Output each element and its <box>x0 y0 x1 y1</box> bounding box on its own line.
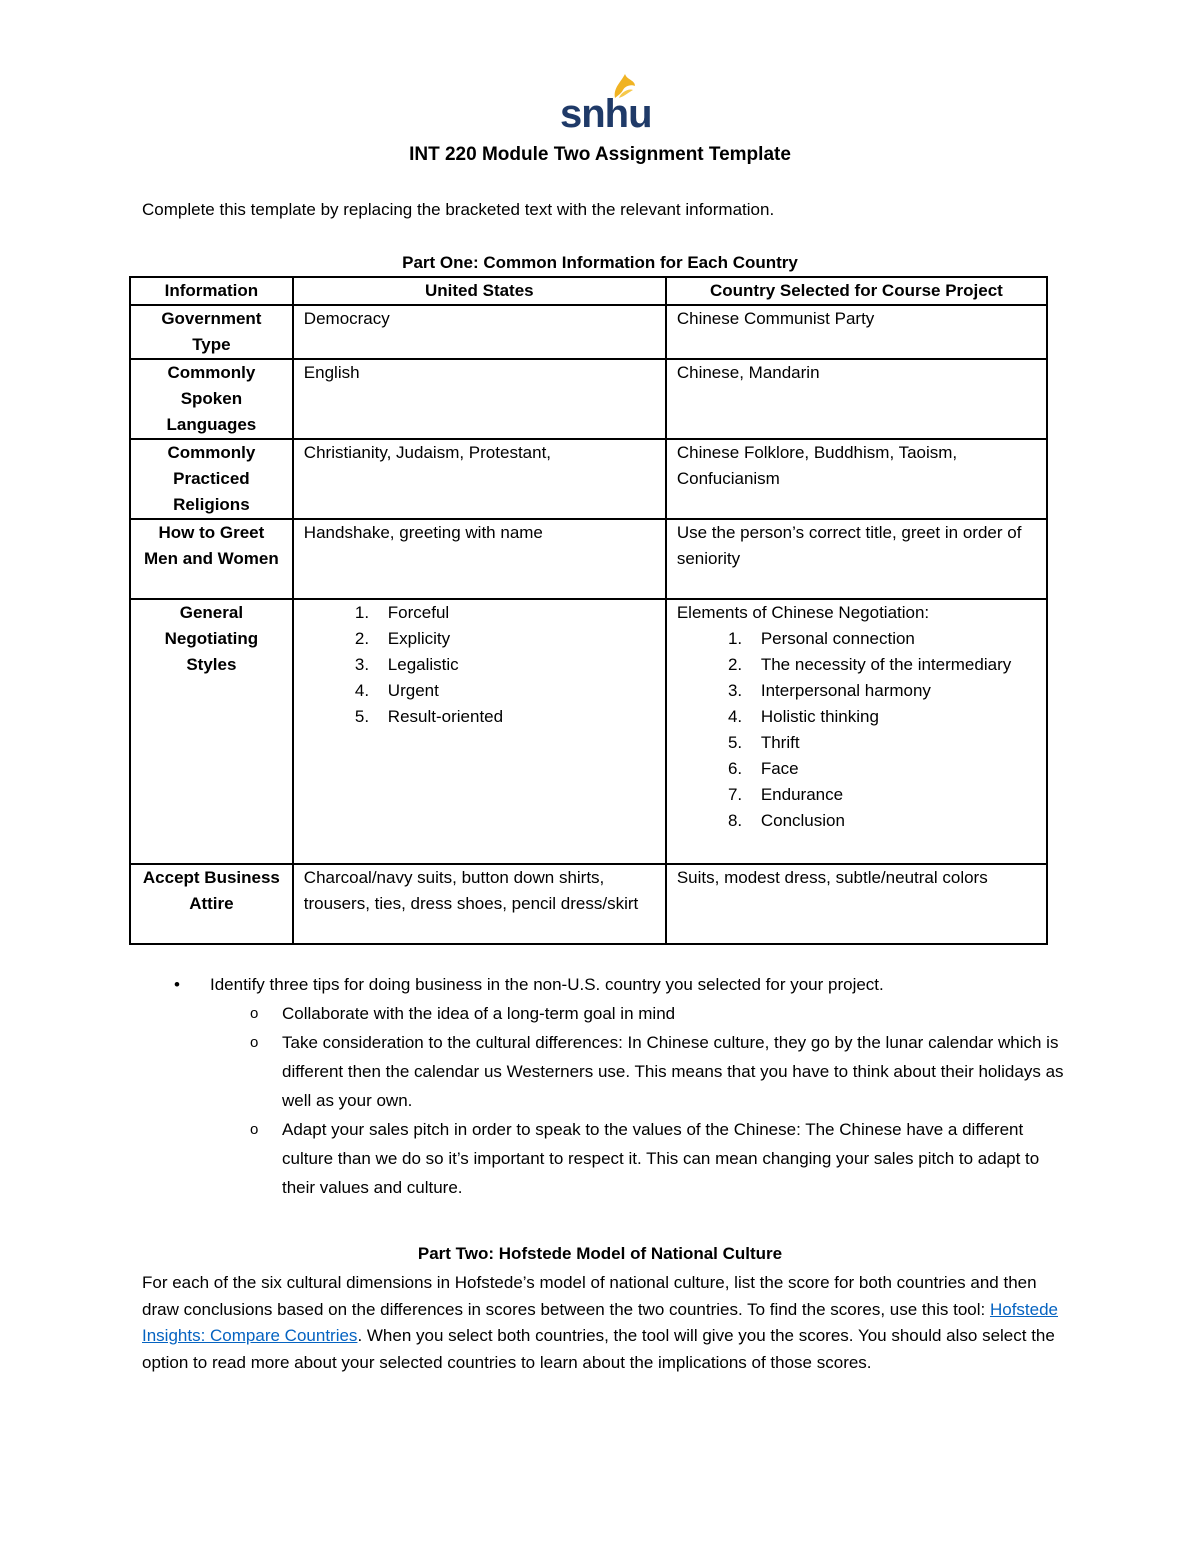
table-row <box>130 305 1047 359</box>
row-label: Commonly Spoken Languages <box>130 359 293 439</box>
header-selected-country: Country Selected for Course Project <box>666 277 1047 305</box>
table-row <box>130 439 1047 519</box>
sub-bullet-icon: o <box>250 1121 259 1138</box>
list-item: 6. Face <box>747 756 1036 782</box>
country-cell: Use the person’s correct title, greet in order of seniority <box>666 519 1047 599</box>
us-cell: Handshake, greeting with name <box>293 519 666 599</box>
list-item: 3. Legalistic <box>374 652 655 678</box>
us-negotiation-list <box>304 600 655 730</box>
part-two-text-start: For each of the six cultural dimensions in Hofstede’s model of national culture, list the score for both countries and then draw conclusions based on the differences in scores between the two countries. To find the scores, use this tool: <box>142 1273 1037 1319</box>
intro-text: Complete this template by replacing the bracketed text with the relevant information. <box>142 200 775 219</box>
list-item: 1. Personal connection <box>747 626 1036 652</box>
part-one-heading: Part One: Common Information for Each Country <box>402 253 798 272</box>
list-item <box>250 999 1070 1028</box>
part-two-text-end: . When you select both countries, the tool will give you the scores. You should also select the option to read more about your selected countries to learn about the implications of those scores. <box>142 1326 1055 1372</box>
list-item: 8. Conclusion <box>747 808 1036 834</box>
tips-prompt-row <box>170 970 1070 999</box>
list-item: 2. The necessity of the intermediary <box>747 652 1036 678</box>
row-label: Government Type <box>130 305 293 359</box>
list-item: 3. Interpersonal harmony <box>747 678 1036 704</box>
header-information: Information <box>130 277 293 305</box>
country-negotiation-intro: Elements of Chinese Negotiation: <box>676 603 930 622</box>
list-item: 4. Urgent <box>374 678 655 704</box>
tips-list <box>170 999 1070 1202</box>
us-cell <box>293 599 666 864</box>
snhu-logo <box>555 74 652 136</box>
table-row <box>130 599 1047 864</box>
table-row <box>130 359 1047 439</box>
table-header-row <box>130 277 1047 305</box>
table-row <box>130 864 1047 944</box>
list-item: 4. Holistic thinking <box>747 704 1036 730</box>
us-cell: English <box>293 359 666 439</box>
hofstede-compare-link[interactable]: Hofstede Insights: Compare Countries <box>142 1299 1059 1345</box>
tip-text: Take consideration to the cultural differences: In Chinese culture, they go by the lunar calendar which is different then the calendar us Westerners use. This means that you have to think about their holidays as well as your own. <box>282 1033 1064 1110</box>
tip-text: Collaborate with the idea of a long-term goal in mind <box>282 1004 676 1023</box>
logo-text: snhu <box>560 92 652 136</box>
country-cell: Suits, modest dress, subtle/neutral colors <box>666 864 1047 944</box>
us-cell: Christianity, Judaism, Protestant, <box>293 439 666 519</box>
row-label: Accept Business Attire <box>130 864 293 944</box>
us-cell: Charcoal/navy suits, button down shirts, trousers, ties, dress shoes, pencil dress/skirt <box>293 864 666 944</box>
tips-prompt: Identify three tips for doing business in the non-U.S. country you selected for your project. <box>210 975 884 994</box>
bullet-icon: • <box>174 975 180 994</box>
list-item: 7. Endurance <box>747 782 1036 808</box>
document-title: INT 220 Module Two Assignment Template <box>409 144 791 165</box>
part-two-paragraph <box>142 1270 1062 1376</box>
country-cell: Chinese, Mandarin <box>666 359 1047 439</box>
header-united-states: United States <box>293 277 666 305</box>
country-negotiation-list <box>677 626 1036 834</box>
country-cell: Chinese Communist Party <box>666 305 1047 359</box>
list-item: 5. Result-oriented <box>374 704 655 730</box>
list-item: 5. Thrift <box>747 730 1036 756</box>
country-cell <box>666 599 1047 864</box>
sub-bullet-icon: o <box>250 1034 259 1051</box>
list-item <box>250 1115 1070 1202</box>
business-tips <box>170 970 1070 1202</box>
tip-text: Adapt your sales pitch in order to speak to the values of the Chinese: The Chinese have a different culture than we do so it’s important to respect it. This can mean changing your sales pitch to adapt to their values and culture. <box>282 1120 1040 1197</box>
table-row <box>130 519 1047 599</box>
row-label: How to Greet Men and Women <box>130 519 293 599</box>
list-item <box>250 1028 1070 1115</box>
logo-area <box>0 74 1200 139</box>
list-item: 1. Forceful <box>374 600 655 626</box>
part-two-heading: Part Two: Hofstede Model of National Culture <box>417 1244 783 1263</box>
sub-bullet-icon: o <box>250 1005 259 1022</box>
row-label: Commonly Practiced Religions <box>130 439 293 519</box>
row-label: General Negotiating Styles <box>130 599 293 864</box>
list-item: 2. Explicity <box>374 626 655 652</box>
us-cell: Democracy <box>293 305 666 359</box>
country-cell: Chinese Folklore, Buddhism, Taoism, Confucianism <box>666 439 1047 519</box>
country-info-table <box>129 276 1048 945</box>
